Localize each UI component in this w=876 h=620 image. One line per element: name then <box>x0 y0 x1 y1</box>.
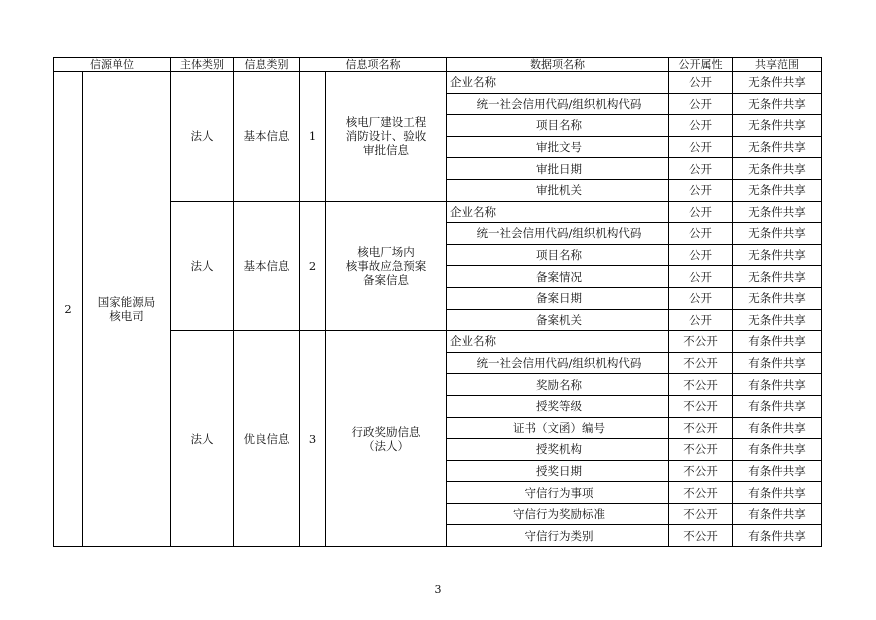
share-scope-cell: 无条件共享 <box>733 72 822 94</box>
data-item-name: 企业名称 <box>447 331 669 353</box>
header-data-item-name: 数据项名称 <box>447 58 669 72</box>
open-attr-cell: 不公开 <box>669 460 733 482</box>
data-item-name: 证书（文函）编号 <box>447 417 669 439</box>
source-unit-line: 国家能源局 <box>97 295 156 310</box>
data-item-name: 授奖等级 <box>447 395 669 417</box>
item-name-line: 备案信息 <box>363 272 409 287</box>
share-scope-cell: 有条件共享 <box>733 374 822 396</box>
page-number: 3 <box>434 583 442 596</box>
share-scope-cell: 无条件共享 <box>733 115 822 137</box>
info-type-cell: 基本信息 <box>234 201 300 331</box>
item-seq-cell: 3 <box>300 331 326 547</box>
open-attr-cell: 公开 <box>669 136 733 158</box>
item-name-line: 消防设计、验收 <box>345 129 427 144</box>
table-header <box>54 58 822 72</box>
data-item-name: 项目名称 <box>447 244 669 266</box>
share-scope-cell: 无条件共享 <box>733 287 822 309</box>
share-scope-cell: 无条件共享 <box>733 201 822 223</box>
share-scope-cell: 无条件共享 <box>733 309 822 331</box>
data-item-name: 统一社会信用代码/组织机构代码 <box>447 352 669 374</box>
share-scope-cell: 无条件共享 <box>733 223 822 245</box>
open-attr-cell: 公开 <box>669 266 733 288</box>
item-name-line: （法人） <box>363 438 409 453</box>
header-share-scope: 共享范围 <box>733 58 822 72</box>
open-attr-cell: 不公开 <box>669 352 733 374</box>
open-attr-cell: 公开 <box>669 309 733 331</box>
data-item-name: 统一社会信用代码/组织机构代码 <box>447 223 669 245</box>
data-item-name: 统一社会信用代码/组织机构代码 <box>447 93 669 115</box>
item-name-line: 审批信息 <box>363 143 409 158</box>
item-name-cell <box>326 72 447 202</box>
data-item-name: 企业名称 <box>447 201 669 223</box>
subject-type-cell: 法人 <box>171 201 234 331</box>
open-attr-cell: 不公开 <box>669 482 733 504</box>
item-name-cell <box>326 201 447 331</box>
share-scope-cell: 无条件共享 <box>733 244 822 266</box>
open-attr-cell: 不公开 <box>669 374 733 396</box>
source-unit-line: 核电司 <box>109 309 144 324</box>
data-item-name: 授奖机构 <box>447 439 669 461</box>
data-item-name: 审批日期 <box>447 158 669 180</box>
open-attr-cell: 公开 <box>669 201 733 223</box>
share-scope-cell: 有条件共享 <box>733 525 822 547</box>
data-item-name: 审批文号 <box>447 136 669 158</box>
share-scope-cell: 有条件共享 <box>733 482 822 504</box>
open-attr-cell: 不公开 <box>669 503 733 525</box>
info-type-cell: 基本信息 <box>234 72 300 202</box>
source-unit <box>83 72 171 547</box>
share-scope-cell: 无条件共享 <box>733 266 822 288</box>
subject-type-cell: 法人 <box>171 72 234 202</box>
item-name-cell <box>326 331 447 547</box>
share-scope-cell: 有条件共享 <box>733 460 822 482</box>
open-attr-cell: 不公开 <box>669 395 733 417</box>
data-item-name: 企业名称 <box>447 72 669 94</box>
share-scope-cell: 有条件共享 <box>733 439 822 461</box>
data-item-name: 备案机关 <box>447 309 669 331</box>
open-attr-cell: 公开 <box>669 179 733 201</box>
header-item-name: 信息项名称 <box>300 58 447 72</box>
share-scope-cell: 无条件共享 <box>733 93 822 115</box>
data-item-name: 项目名称 <box>447 115 669 137</box>
open-attr-cell: 公开 <box>669 158 733 180</box>
share-scope-cell: 有条件共享 <box>733 352 822 374</box>
header-info-type: 信息类别 <box>234 58 300 72</box>
open-attr-cell: 公开 <box>669 244 733 266</box>
open-attr-cell: 公开 <box>669 72 733 94</box>
data-item-name: 奖励名称 <box>447 374 669 396</box>
share-scope-cell: 有条件共享 <box>733 331 822 353</box>
information-catalog-table <box>53 57 822 547</box>
table-row <box>54 72 822 94</box>
row-index: 2 <box>54 72 83 547</box>
item-seq-cell: 1 <box>300 72 326 202</box>
data-item-name: 审批机关 <box>447 179 669 201</box>
data-item-name: 守信行为奖励标准 <box>447 503 669 525</box>
share-scope-cell: 有条件共享 <box>733 417 822 439</box>
open-attr-cell: 不公开 <box>669 331 733 353</box>
item-name-line: 核事故应急预案 <box>345 258 427 273</box>
subject-type-cell: 法人 <box>171 331 234 547</box>
open-attr-cell: 公开 <box>669 287 733 309</box>
item-name-line: 核电厂建设工程 <box>345 115 427 130</box>
item-name-line: 行政奖励信息 <box>351 424 421 439</box>
share-scope-cell: 无条件共享 <box>733 158 822 180</box>
data-item-name: 守信行为类别 <box>447 525 669 547</box>
data-item-name: 守信行为事项 <box>447 482 669 504</box>
data-item-name: 备案情况 <box>447 266 669 288</box>
header-subject-type: 主体类别 <box>171 58 234 72</box>
open-attr-cell: 公开 <box>669 115 733 137</box>
header-source-unit: 信源单位 <box>54 58 171 72</box>
table-body <box>54 72 822 547</box>
share-scope-cell: 无条件共享 <box>733 179 822 201</box>
data-item-name: 授奖日期 <box>447 460 669 482</box>
info-type-cell: 优良信息 <box>234 331 300 547</box>
header-open-attr: 公开属性 <box>669 58 733 72</box>
data-item-name: 备案日期 <box>447 287 669 309</box>
open-attr-cell: 不公开 <box>669 439 733 461</box>
open-attr-cell: 不公开 <box>669 525 733 547</box>
share-scope-cell: 有条件共享 <box>733 395 822 417</box>
item-name-line: 核电厂场内 <box>357 244 415 259</box>
open-attr-cell: 公开 <box>669 93 733 115</box>
share-scope-cell: 无条件共享 <box>733 136 822 158</box>
open-attr-cell: 不公开 <box>669 417 733 439</box>
item-seq-cell: 2 <box>300 201 326 331</box>
open-attr-cell: 公开 <box>669 223 733 245</box>
share-scope-cell: 有条件共享 <box>733 503 822 525</box>
